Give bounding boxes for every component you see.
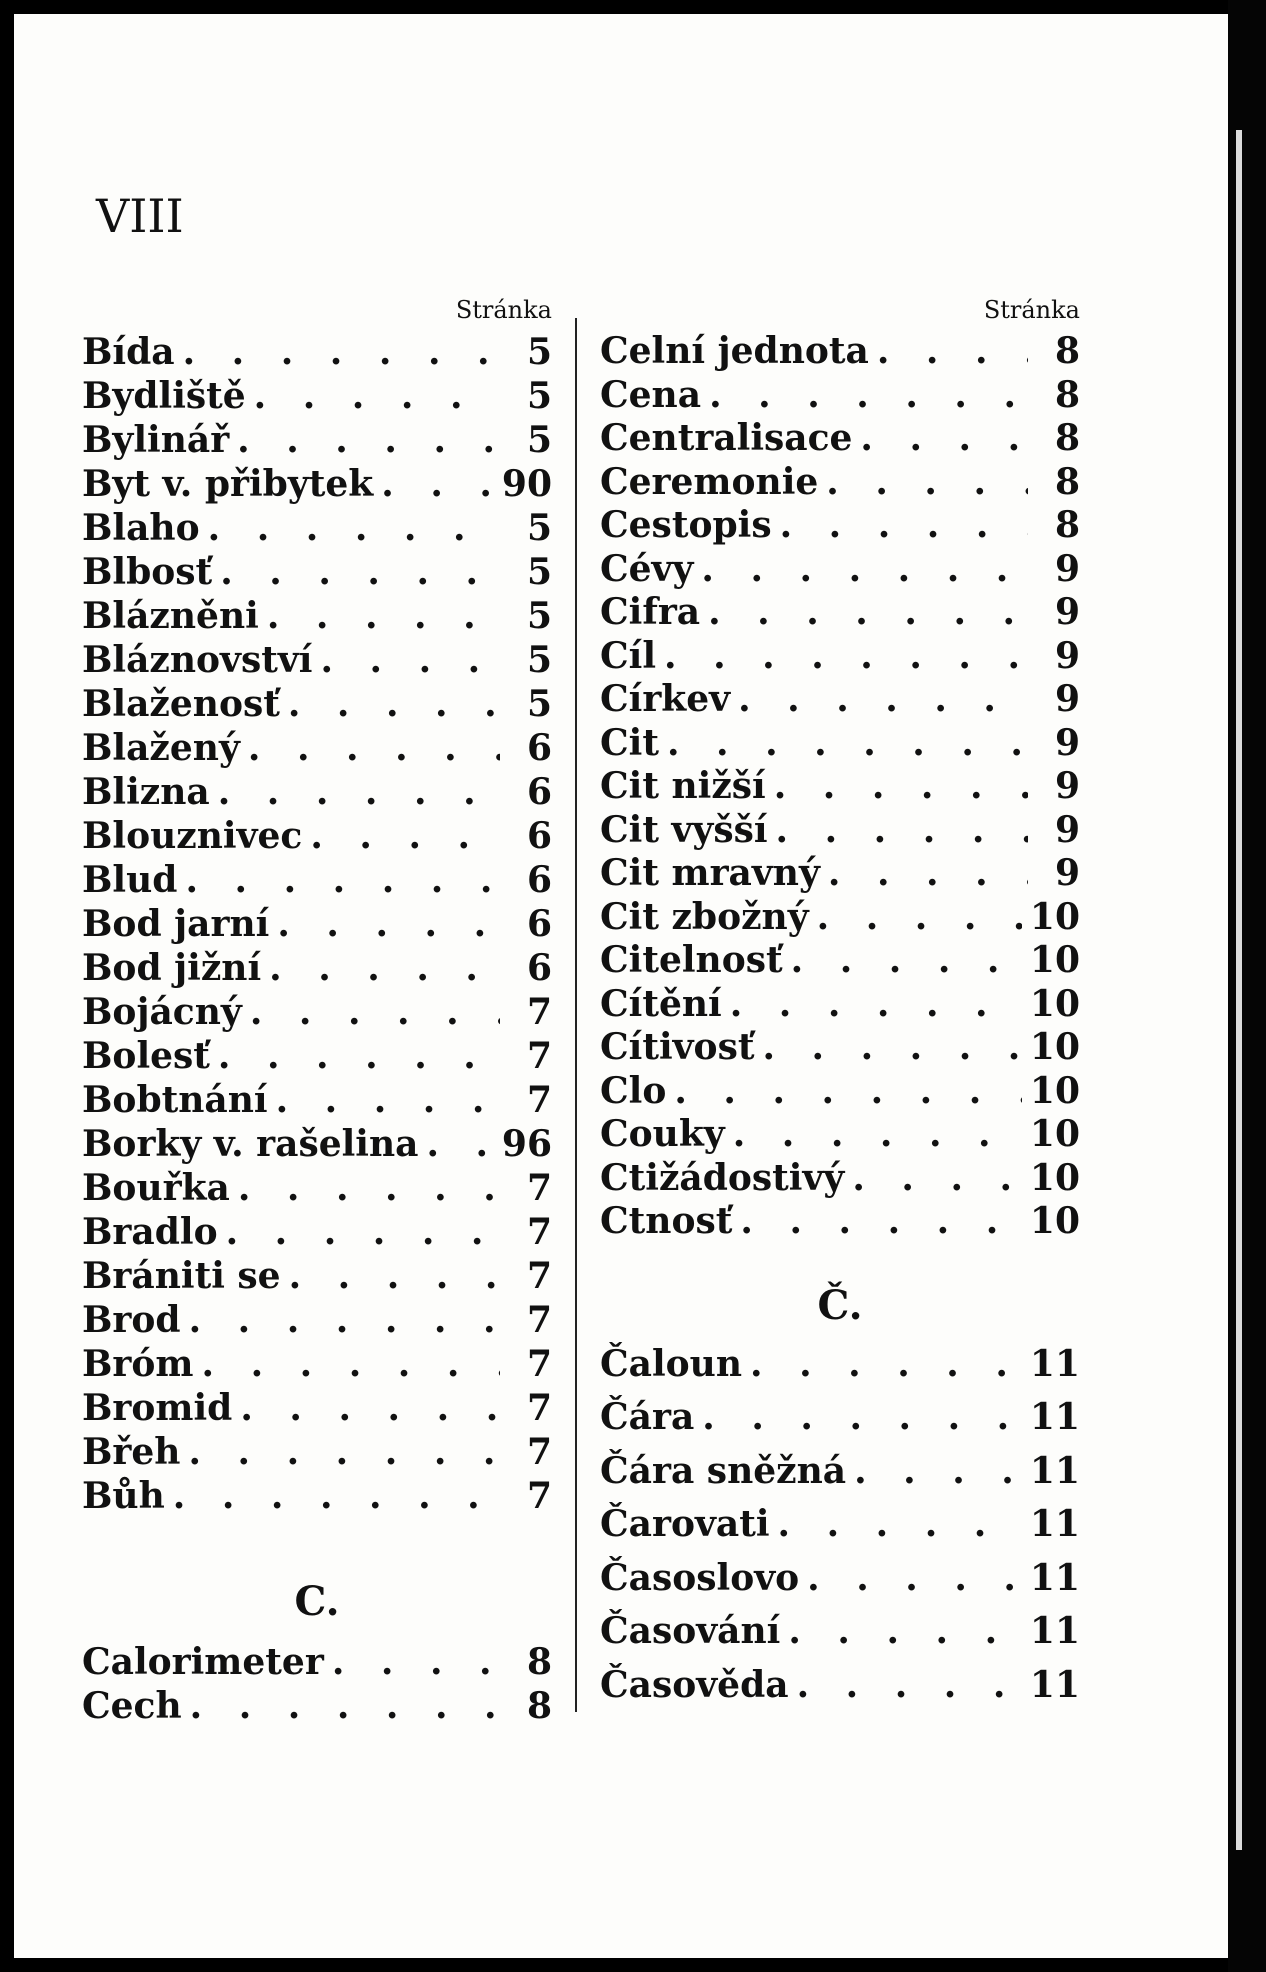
index-entry bbox=[82, 594, 552, 638]
section-heading-cc: Č. bbox=[817, 1281, 863, 1329]
index-entry bbox=[82, 814, 552, 858]
index-entry bbox=[82, 1166, 552, 1210]
index-entry bbox=[82, 374, 552, 418]
index-entry bbox=[82, 638, 552, 682]
entry-page: 9 bbox=[1054, 852, 1080, 894]
entry-term: Ctnosť bbox=[600, 1200, 733, 1242]
dot-leader bbox=[185, 858, 500, 902]
index-entry bbox=[82, 726, 552, 770]
index-entry bbox=[600, 1391, 1080, 1445]
index-entry bbox=[600, 635, 1080, 679]
index-entry bbox=[82, 1122, 552, 1166]
index-entry bbox=[82, 330, 552, 374]
dot-leader bbox=[190, 1684, 500, 1728]
dot-leader bbox=[277, 902, 500, 946]
column-header: Stránka bbox=[455, 296, 552, 324]
dot-leader bbox=[183, 330, 500, 374]
entry-page: 5 bbox=[526, 639, 552, 681]
entry-page: 6 bbox=[526, 859, 552, 901]
column-divider bbox=[575, 318, 577, 1712]
entry-page: 8 bbox=[1054, 330, 1080, 372]
entry-term: Bída bbox=[82, 331, 175, 373]
entry-term: Čaloun bbox=[600, 1342, 743, 1385]
dot-leader bbox=[774, 765, 1028, 809]
entry-term: Cévy bbox=[600, 547, 694, 590]
entries-b bbox=[82, 330, 552, 1518]
entry-term: Brod bbox=[82, 1299, 181, 1341]
index-entry bbox=[600, 765, 1080, 809]
entry-page: 6 bbox=[526, 771, 552, 813]
entry-term: Bojácný bbox=[82, 991, 242, 1033]
index-entry bbox=[82, 462, 552, 506]
entry-term: Blaženosť bbox=[82, 683, 280, 725]
dot-leader bbox=[708, 591, 1028, 635]
entry-page: 5 bbox=[526, 683, 552, 725]
dot-leader bbox=[288, 682, 500, 726]
entry-term: Bouřka bbox=[82, 1167, 230, 1209]
index-entry bbox=[600, 461, 1080, 505]
index-entry bbox=[600, 1026, 1080, 1070]
entry-term: Cítivosť bbox=[600, 1026, 755, 1068]
entry-term: Cit vyšší bbox=[600, 808, 768, 851]
index-entry bbox=[600, 1445, 1080, 1499]
index-entry bbox=[82, 990, 552, 1034]
entry-term: Cestopis bbox=[600, 504, 772, 546]
entry-term: Bydliště bbox=[82, 375, 246, 417]
dot-leader bbox=[778, 1498, 1022, 1552]
entry-page: 11 bbox=[1029, 1396, 1080, 1438]
entry-page: 7 bbox=[526, 1035, 552, 1077]
dot-leader bbox=[826, 461, 1028, 505]
index-entry bbox=[600, 722, 1080, 766]
index-column-left bbox=[82, 290, 552, 1728]
index-entry bbox=[82, 1298, 552, 1342]
dot-leader bbox=[740, 1200, 1022, 1244]
entry-page: 5 bbox=[526, 551, 552, 593]
entry-term: Čára sněžná bbox=[600, 1449, 847, 1492]
entry-page: 6 bbox=[526, 815, 552, 857]
dot-leader bbox=[220, 550, 500, 594]
entry-page: 11 bbox=[1029, 1556, 1080, 1599]
index-entry bbox=[600, 330, 1080, 374]
dot-leader bbox=[828, 852, 1028, 896]
index-entry bbox=[82, 1034, 552, 1078]
entry-page: 5 bbox=[526, 507, 552, 549]
entry-term: Bláznovství bbox=[82, 639, 313, 681]
entry-term: Bylinář bbox=[82, 419, 230, 461]
entry-term: Cit bbox=[600, 721, 659, 764]
entry-term: Blbosť bbox=[82, 551, 213, 593]
entry-term: Ceremonie bbox=[600, 460, 819, 503]
entry-term: Clo bbox=[600, 1069, 667, 1112]
index-entry bbox=[600, 417, 1080, 461]
entry-page: 7 bbox=[526, 1475, 552, 1517]
entry-term: Bod jižní bbox=[82, 947, 262, 989]
index-entry bbox=[600, 939, 1080, 983]
page-number: VIII bbox=[96, 189, 184, 243]
index-entry bbox=[600, 1659, 1080, 1713]
dot-leader bbox=[738, 678, 1028, 722]
entry-page: 5 bbox=[526, 331, 552, 373]
index-entry bbox=[600, 591, 1080, 635]
dot-leader bbox=[202, 1342, 501, 1386]
entry-term: Cifra bbox=[600, 591, 701, 633]
entry-term: Čára bbox=[600, 1396, 695, 1438]
dot-leader bbox=[269, 946, 500, 990]
entry-term: Čarovati bbox=[600, 1503, 770, 1545]
entry-term: Bůh bbox=[82, 1475, 165, 1517]
dot-leader bbox=[860, 417, 1028, 461]
entry-term: Centralisace bbox=[600, 417, 853, 459]
dot-leader bbox=[240, 1386, 500, 1430]
entry-page: 9 bbox=[1054, 591, 1080, 633]
entry-term: Bolesť bbox=[82, 1035, 210, 1077]
entry-page: 7 bbox=[526, 1211, 552, 1253]
dot-leader bbox=[248, 726, 500, 770]
entry-page: 11 bbox=[1029, 1610, 1080, 1652]
entry-term: Blouznivec bbox=[82, 815, 303, 857]
index-entry bbox=[82, 1474, 552, 1518]
index-entry bbox=[82, 506, 552, 550]
entry-term: Bromid bbox=[82, 1387, 233, 1429]
dot-leader bbox=[189, 1298, 500, 1342]
entry-term: Cech bbox=[82, 1685, 182, 1727]
entry-page: 10 bbox=[1029, 982, 1080, 1025]
dot-leader bbox=[817, 896, 1022, 940]
entry-term: Blaho bbox=[82, 507, 200, 549]
entry-term: Cit mravný bbox=[600, 852, 820, 894]
dot-leader bbox=[254, 374, 500, 418]
dot-leader bbox=[788, 1605, 1022, 1659]
entry-page: 8 bbox=[1054, 417, 1080, 459]
index-entry bbox=[82, 550, 552, 594]
entry-term: Blizna bbox=[82, 771, 210, 813]
index-entry bbox=[82, 1078, 552, 1122]
index-entry bbox=[82, 1684, 552, 1728]
entry-term: Borky v. rašelina bbox=[82, 1123, 419, 1165]
index-entry bbox=[600, 1070, 1080, 1114]
entry-page: 7 bbox=[526, 1255, 552, 1297]
entry-term: Cit zbožný bbox=[600, 895, 809, 938]
section-heading-c: C. bbox=[294, 1578, 340, 1625]
entry-page: 10 bbox=[1029, 1156, 1080, 1199]
dot-leader bbox=[701, 548, 1028, 592]
dot-leader bbox=[791, 939, 1022, 983]
entry-page: 10 bbox=[1029, 1200, 1080, 1242]
entries-c bbox=[600, 330, 1080, 1244]
index-entry bbox=[82, 1342, 552, 1386]
index-entry bbox=[600, 852, 1080, 896]
page-edge-line bbox=[1236, 130, 1242, 1850]
entry-page: 7 bbox=[526, 1167, 552, 1209]
dot-leader bbox=[730, 983, 1022, 1027]
entry-page: 11 bbox=[1029, 1342, 1080, 1385]
dot-leader bbox=[226, 1210, 500, 1254]
index-entry bbox=[82, 418, 552, 462]
entry-term: Břeh bbox=[82, 1431, 181, 1473]
index-entry bbox=[82, 1386, 552, 1430]
entry-page: 8 bbox=[526, 1685, 552, 1727]
entry-page: 6 bbox=[526, 727, 552, 769]
index-entry bbox=[600, 504, 1080, 548]
entry-page: 5 bbox=[526, 595, 552, 637]
entry-term: Cit nižší bbox=[600, 765, 766, 807]
index-entry bbox=[600, 1605, 1080, 1659]
entry-page: 8 bbox=[1054, 460, 1080, 503]
dot-leader bbox=[807, 1552, 1022, 1606]
entry-page: 7 bbox=[526, 1299, 552, 1341]
index-entry bbox=[82, 682, 552, 726]
index-entry bbox=[82, 1640, 552, 1684]
dot-leader bbox=[854, 1445, 1022, 1499]
entry-page: 7 bbox=[526, 1387, 552, 1429]
entry-page: 10 bbox=[1029, 939, 1080, 981]
entry-page: 90 bbox=[501, 463, 552, 505]
entries-cc bbox=[600, 1338, 1080, 1713]
index-entry bbox=[600, 1338, 1080, 1392]
entry-page: 11 bbox=[1029, 1503, 1080, 1545]
dot-leader bbox=[289, 1254, 500, 1298]
dot-leader bbox=[709, 374, 1028, 418]
dot-leader bbox=[667, 722, 1028, 766]
dot-leader bbox=[797, 1659, 1022, 1713]
entry-term: Bróm bbox=[82, 1343, 194, 1385]
entry-term: Byt v. přibytek bbox=[82, 463, 374, 505]
entry-term: Bradlo bbox=[82, 1211, 218, 1253]
entry-term: Blázněni bbox=[82, 595, 259, 637]
index-entry bbox=[600, 548, 1080, 592]
entry-page: 9 bbox=[1054, 634, 1080, 677]
entry-page: 9 bbox=[1054, 765, 1080, 807]
dot-leader bbox=[762, 1026, 1021, 1070]
entry-term: Cítění bbox=[600, 982, 722, 1025]
entry-term: Cíl bbox=[600, 634, 657, 677]
dot-leader bbox=[173, 1474, 500, 1518]
dot-leader bbox=[702, 1391, 1022, 1445]
index-entry bbox=[600, 678, 1080, 722]
entry-term: Blažený bbox=[82, 727, 240, 769]
entry-term: Celní jednota bbox=[600, 330, 869, 372]
entry-page: 5 bbox=[526, 419, 552, 461]
index-column-right bbox=[600, 290, 1080, 1712]
entry-page: 5 bbox=[526, 375, 552, 417]
entry-page: 7 bbox=[526, 1431, 552, 1473]
index-entry bbox=[600, 1113, 1080, 1157]
scan-edge bbox=[1228, 0, 1266, 1972]
entry-page: 10 bbox=[1029, 1026, 1080, 1068]
index-entry bbox=[82, 1254, 552, 1298]
dot-leader bbox=[276, 1078, 500, 1122]
entry-page: 8 bbox=[526, 1641, 552, 1683]
dot-leader bbox=[250, 990, 500, 1034]
index-entry bbox=[82, 1430, 552, 1474]
entries-c bbox=[82, 1640, 552, 1728]
entry-term: Církev bbox=[600, 678, 731, 720]
index-entry bbox=[82, 1210, 552, 1254]
entry-term: Citelnosť bbox=[600, 939, 783, 981]
index-entry bbox=[600, 1157, 1080, 1201]
dot-leader bbox=[320, 638, 500, 682]
dot-leader bbox=[238, 1166, 500, 1210]
entry-page: 9 bbox=[1054, 547, 1080, 590]
entry-term: Calorimeter bbox=[82, 1641, 324, 1683]
dot-leader bbox=[852, 1157, 1022, 1201]
entry-page: 6 bbox=[526, 947, 552, 989]
index-entry bbox=[600, 896, 1080, 940]
index-entry bbox=[600, 809, 1080, 853]
dot-leader bbox=[208, 506, 500, 550]
dot-leader bbox=[267, 594, 500, 638]
entry-term: Cena bbox=[600, 373, 702, 416]
entry-page: 10 bbox=[1029, 895, 1080, 938]
dot-leader bbox=[750, 1338, 1022, 1392]
entry-page: 9 bbox=[1054, 678, 1080, 720]
entry-term: Časoslovo bbox=[600, 1556, 800, 1599]
entry-page: 10 bbox=[1029, 1113, 1080, 1155]
dot-leader bbox=[218, 770, 500, 814]
entry-term: Brániti se bbox=[82, 1255, 281, 1297]
dot-leader bbox=[733, 1113, 1022, 1157]
index-entry bbox=[600, 983, 1080, 1027]
entry-page: 8 bbox=[1054, 504, 1080, 546]
dot-leader bbox=[310, 814, 500, 858]
entry-term: Bobtnání bbox=[82, 1079, 268, 1121]
entry-term: Blud bbox=[82, 859, 178, 901]
index-entry bbox=[600, 1552, 1080, 1606]
dot-leader bbox=[780, 504, 1028, 548]
entry-term: Couky bbox=[600, 1113, 725, 1155]
entry-page: 9 bbox=[1054, 721, 1080, 764]
index-entry bbox=[82, 902, 552, 946]
index-entry bbox=[600, 1200, 1080, 1244]
dot-leader bbox=[188, 1430, 500, 1474]
dot-leader bbox=[237, 418, 500, 462]
column-header: Stránka bbox=[983, 296, 1080, 324]
index-entry bbox=[600, 374, 1080, 418]
dot-leader bbox=[877, 330, 1028, 374]
entry-page: 11 bbox=[1029, 1449, 1080, 1492]
entry-page: 96 bbox=[501, 1123, 552, 1165]
entry-page: 6 bbox=[526, 903, 552, 945]
dot-leader bbox=[218, 1034, 500, 1078]
dot-leader bbox=[664, 635, 1028, 679]
dot-leader bbox=[776, 809, 1028, 853]
index-entry bbox=[82, 858, 552, 902]
index-entry bbox=[600, 1498, 1080, 1552]
entry-page: 9 bbox=[1054, 808, 1080, 851]
entry-page: 7 bbox=[526, 1343, 552, 1385]
entry-term: Časověda bbox=[600, 1663, 789, 1706]
entry-term: Časování bbox=[600, 1610, 781, 1652]
entry-page: 7 bbox=[526, 1079, 552, 1121]
index-entry bbox=[82, 946, 552, 990]
entry-page: 8 bbox=[1054, 373, 1080, 416]
dot-leader bbox=[674, 1070, 1022, 1114]
entry-page: 7 bbox=[526, 991, 552, 1033]
entry-page: 10 bbox=[1029, 1069, 1080, 1112]
entry-term: Ctižádostivý bbox=[600, 1156, 845, 1199]
entry-page: 11 bbox=[1029, 1663, 1080, 1706]
index-entry bbox=[82, 770, 552, 814]
dot-leader bbox=[381, 462, 494, 506]
dot-leader bbox=[426, 1122, 493, 1166]
entry-term: Bod jarní bbox=[82, 903, 270, 945]
dot-leader bbox=[332, 1640, 500, 1684]
